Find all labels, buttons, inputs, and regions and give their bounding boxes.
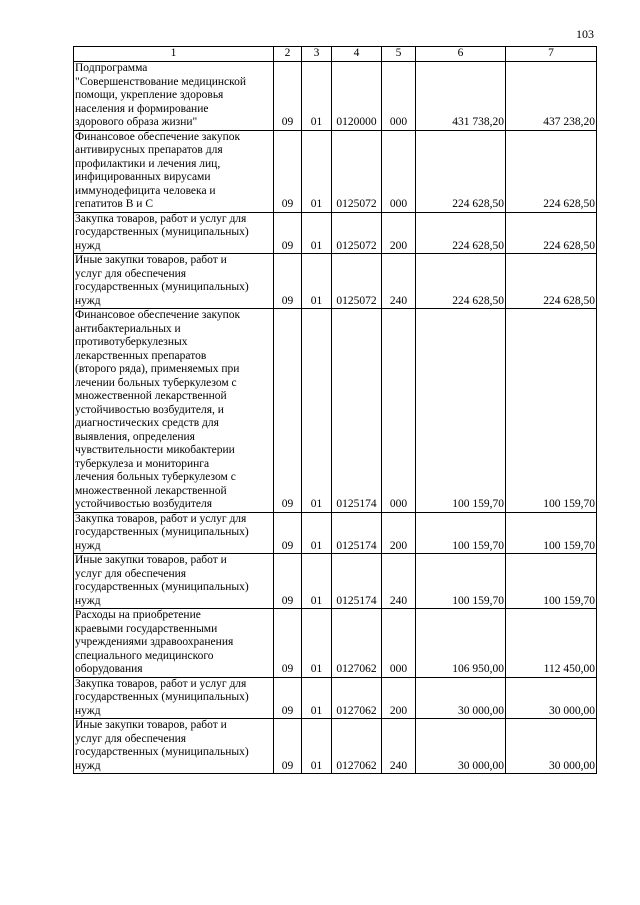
row-name-line: Финансовое обеспечение закупок xyxy=(75,309,241,321)
amount-col7-cell: 224 628,50 xyxy=(506,212,597,254)
row-name-line: Расходы на приобретение xyxy=(75,609,201,621)
row-name-line: Иные закупки товаров, работ и xyxy=(75,554,227,566)
amount-col7-cell: 100 159,70 xyxy=(506,309,597,513)
amount-col6-cell: 224 628,50 xyxy=(416,130,506,212)
table-row xyxy=(74,609,597,678)
table-row xyxy=(74,212,597,254)
table-row xyxy=(74,512,597,554)
row-name-line: населения и формирование xyxy=(75,102,209,115)
row-name-cell xyxy=(74,512,274,554)
section-code-cell: 09 xyxy=(274,609,302,678)
row-name-line: нужд xyxy=(75,239,101,252)
column-header: 4 xyxy=(332,47,382,62)
target-item-code-cell: 0125174 xyxy=(332,554,382,609)
subsection-code-cell: 01 xyxy=(302,309,332,513)
row-name-line: профилактики и лечения лиц, xyxy=(75,157,221,170)
subsection-code-cell: 01 xyxy=(302,512,332,554)
column-header: 2 xyxy=(274,47,302,62)
amount-col7-cell: 30 000,00 xyxy=(506,719,597,774)
row-name-line: нужд xyxy=(75,594,101,607)
section-code-cell: 09 xyxy=(274,254,302,309)
column-header: 3 xyxy=(302,47,332,62)
expense-type-code-cell: 200 xyxy=(382,212,416,254)
row-name-line: инфицированных вирусами xyxy=(75,171,211,183)
row-name-line: Подпрограмма xyxy=(75,62,148,74)
row-name-line: услуг для обеспечения xyxy=(75,267,187,280)
amount-col7-cell: 437 238,20 xyxy=(506,62,597,131)
subsection-code-cell: 01 xyxy=(302,62,332,131)
column-header: 7 xyxy=(506,47,597,62)
subsection-code-cell: 01 xyxy=(302,554,332,609)
row-name-line: (второго ряда), применяемых при xyxy=(75,363,240,375)
row-name-line: устойчивостью возбудителя, и xyxy=(75,403,224,416)
row-name-cell xyxy=(74,677,274,719)
row-name-cell xyxy=(74,309,274,513)
table-row xyxy=(74,719,597,774)
amount-col6-cell: 224 628,50 xyxy=(416,254,506,309)
row-name-line: учреждениями здравоохранения xyxy=(75,636,234,648)
row-name-line: государственных (муниципальных) xyxy=(75,281,249,293)
expense-type-code-cell: 200 xyxy=(382,512,416,554)
target-item-code-cell: 0127062 xyxy=(332,609,382,678)
amount-col6-cell: 100 159,70 xyxy=(416,512,506,554)
row-name-line: иммунодефицита человека и xyxy=(75,184,216,197)
subsection-code-cell: 01 xyxy=(302,719,332,774)
row-name-line: антивирусных препаратов для xyxy=(75,144,223,156)
table-row xyxy=(74,554,597,609)
row-name-line: нужд xyxy=(75,759,101,772)
table-row xyxy=(74,677,597,719)
section-code-cell: 09 xyxy=(274,309,302,513)
subsection-code-cell: 01 xyxy=(302,609,332,678)
row-name-line: услуг для обеспечения xyxy=(75,567,187,580)
row-name-line: государственных (муниципальных) xyxy=(75,691,249,703)
row-name-line: государственных (муниципальных) xyxy=(75,581,249,593)
amount-col7-cell: 224 628,50 xyxy=(506,130,597,212)
row-name-line: услуг для обеспечения xyxy=(75,732,187,745)
row-name-line: Закупка товаров, работ и услуг для xyxy=(75,512,247,525)
table-row xyxy=(74,130,597,212)
subsection-code-cell: 01 xyxy=(302,677,332,719)
amount-col7-cell: 30 000,00 xyxy=(506,677,597,719)
row-name-line: чувствительности микобактерии xyxy=(75,444,235,456)
row-name-line: антибактериальных и xyxy=(75,322,181,335)
section-code-cell: 09 xyxy=(274,677,302,719)
row-name-line: множественной лекарственной xyxy=(75,390,227,402)
expense-type-code-cell: 000 xyxy=(382,309,416,513)
amount-col6-cell: 224 628,50 xyxy=(416,212,506,254)
row-name-cell xyxy=(74,130,274,212)
section-code-cell: 09 xyxy=(274,212,302,254)
amount-col6-cell: 30 000,00 xyxy=(416,677,506,719)
row-name-line: нужд xyxy=(75,539,101,552)
row-name-line: нужд xyxy=(75,294,101,307)
row-name-line: государственных (муниципальных) xyxy=(75,226,249,238)
row-name-line: Закупка товаров, работ и услуг для xyxy=(75,212,247,225)
table-body xyxy=(74,62,597,774)
section-code-cell: 09 xyxy=(274,512,302,554)
column-header: 5 xyxy=(382,47,416,62)
row-name-line: множественной лекарственной xyxy=(75,484,227,497)
expense-type-code-cell: 000 xyxy=(382,62,416,131)
row-name-line: лекарственных препаратов xyxy=(75,349,207,362)
row-name-line: выявления, определения xyxy=(75,430,195,443)
target-item-code-cell: 0125072 xyxy=(332,212,382,254)
row-name-line: Иные закупки товаров, работ и xyxy=(75,719,227,731)
row-name-line: Иные закупки товаров, работ и xyxy=(75,254,227,266)
row-name-line: здорового образа жизни" xyxy=(75,116,198,128)
subsection-code-cell: 01 xyxy=(302,212,332,254)
table-row xyxy=(74,254,597,309)
amount-col7-cell: 224 628,50 xyxy=(506,254,597,309)
expense-type-code-cell: 240 xyxy=(382,254,416,309)
row-name-line: туберкулеза и мониторинга xyxy=(75,457,210,470)
row-name-line: государственных (муниципальных) xyxy=(75,526,249,538)
row-name-line: гепатитов В и С xyxy=(75,198,153,210)
column-header: 1 xyxy=(74,47,274,62)
row-name-line: государственных (муниципальных) xyxy=(75,746,249,758)
amount-col6-cell: 100 159,70 xyxy=(416,554,506,609)
row-name-cell xyxy=(74,554,274,609)
row-name-cell xyxy=(74,212,274,254)
row-name-line: противотуберкулезных xyxy=(75,336,188,348)
target-item-code-cell: 0127062 xyxy=(332,677,382,719)
table-row xyxy=(74,62,597,131)
budget-table xyxy=(73,46,597,774)
row-name-line: оборудования xyxy=(75,663,143,675)
amount-col7-cell: 112 450,00 xyxy=(506,609,597,678)
row-name-line: краевыми государственными xyxy=(75,622,218,635)
amount-col6-cell: 30 000,00 xyxy=(416,719,506,774)
page-number: 103 xyxy=(576,27,594,41)
row-name-line: Закупка товаров, работ и услуг для xyxy=(75,677,247,690)
row-name-line: нужд xyxy=(75,704,101,717)
expense-type-code-cell: 240 xyxy=(382,554,416,609)
target-item-code-cell: 0125174 xyxy=(332,512,382,554)
row-name-cell xyxy=(74,254,274,309)
amount-col7-cell: 100 159,70 xyxy=(506,554,597,609)
row-name-line: лечении больных туберкулезом с xyxy=(75,376,237,389)
amount-col6-cell: 106 950,00 xyxy=(416,609,506,678)
row-name-cell xyxy=(74,609,274,678)
section-code-cell: 09 xyxy=(274,130,302,212)
row-name-line: Финансовое обеспечение закупок xyxy=(75,130,241,143)
row-name-line: помощи, укрепление здоровья xyxy=(75,89,224,101)
subsection-code-cell: 01 xyxy=(302,130,332,212)
row-name-line: диагностических средств для xyxy=(75,417,219,429)
row-name-line: устойчивостью возбудителя xyxy=(75,498,213,510)
section-code-cell: 09 xyxy=(274,719,302,774)
expense-type-code-cell: 200 xyxy=(382,677,416,719)
row-name-line: "Совершенствование медицинской xyxy=(75,75,247,88)
row-name-cell xyxy=(74,719,274,774)
row-name-cell xyxy=(74,62,274,131)
target-item-code-cell: 0125072 xyxy=(332,254,382,309)
target-item-code-cell: 0125174 xyxy=(332,309,382,513)
table-row xyxy=(74,309,597,513)
amount-col7-cell: 100 159,70 xyxy=(506,512,597,554)
subsection-code-cell: 01 xyxy=(302,254,332,309)
target-item-code-cell: 0120000 xyxy=(332,62,382,131)
section-code-cell: 09 xyxy=(274,62,302,131)
section-code-cell: 09 xyxy=(274,554,302,609)
expense-type-code-cell: 000 xyxy=(382,130,416,212)
expense-type-code-cell: 240 xyxy=(382,719,416,774)
target-item-code-cell: 0127062 xyxy=(332,719,382,774)
expense-type-code-cell: 000 xyxy=(382,609,416,678)
amount-col6-cell: 100 159,70 xyxy=(416,309,506,513)
row-name-line: лечения больных туберкулезом с xyxy=(75,471,236,483)
target-item-code-cell: 0125072 xyxy=(332,130,382,212)
column-header: 6 xyxy=(416,47,506,62)
row-name-line: специального медицинского xyxy=(75,649,214,662)
header-row xyxy=(74,47,597,62)
amount-col6-cell: 431 738,20 xyxy=(416,62,506,131)
